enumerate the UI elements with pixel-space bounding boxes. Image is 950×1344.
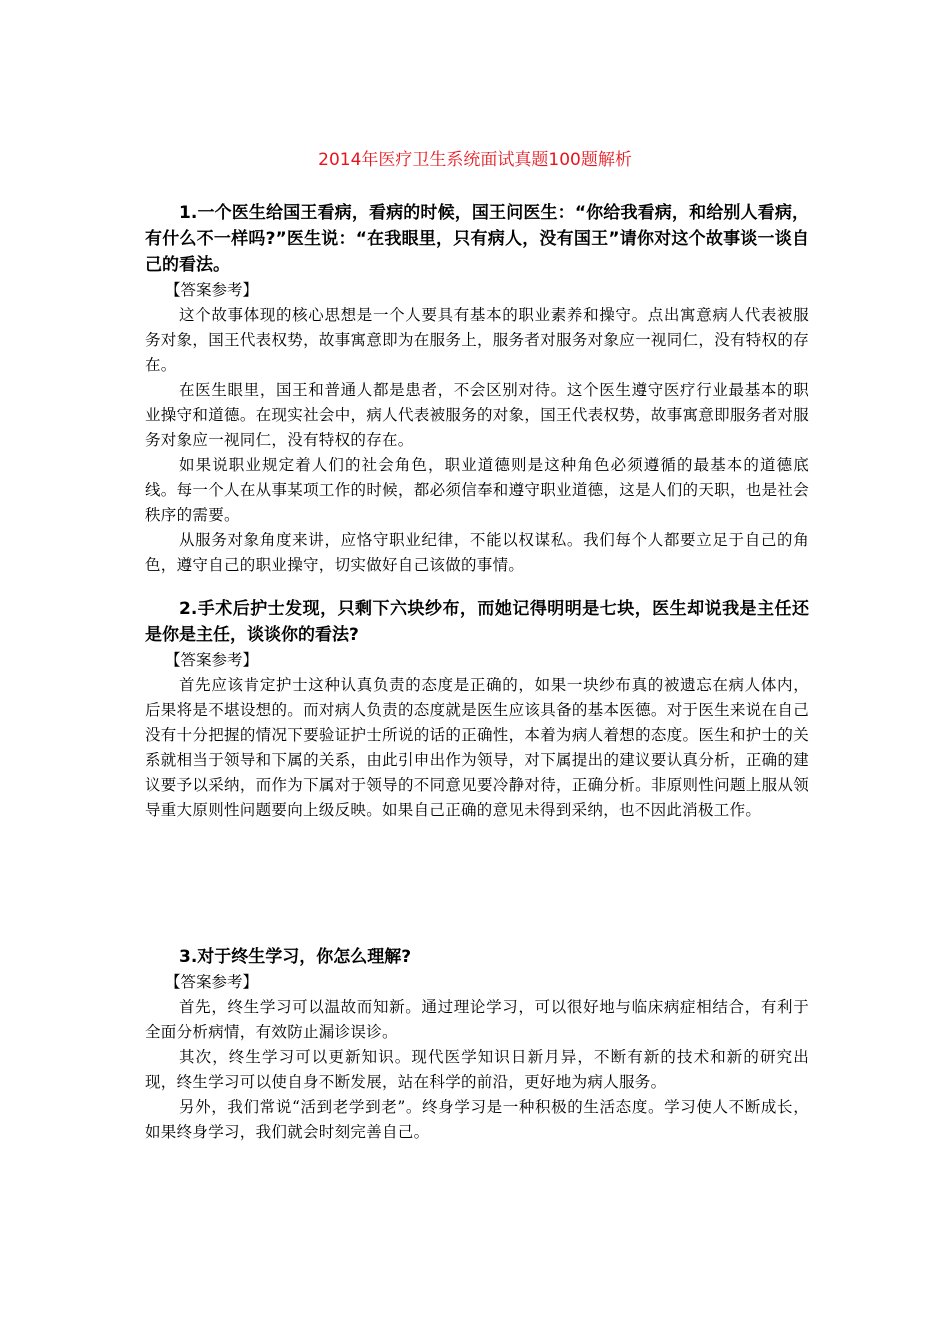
question-1 [145,200,809,578]
answer-paragraph: 首先，终生学习可以温故而知新。通过理论学习，可以很好地与临床病症相结合，有利于全面分析病情，有效防止漏诊误诊。 [145,998,809,1041]
answer-paragraph: 首先应该肯定护士这种认真负责的态度是正确的，如果一块纱布真的被遗忘在病人体内，后果将是不堪设想的。而对病人负责的态度就是医生应该具备的基本医德。对于医生来说在自己没有十分把握的情况下要验证护士所说的话的正确性，本着为病人着想的态度。医生和护士的关系就相当于领导和下属的关系，由此引申出作为领导，对下属提出的建议要认真分析，正确的建议要予以采纳，而作为下属对于领导的不同意见要冷静对待，正确分析。非原则性问题上服从领导重大原则性问题要向上级反映。如果自己正确的意见未得到采纳，也不因此消极工作。 [145,676,809,819]
answer-label: 【答案参考】 [165,973,259,991]
question-title: 3.对于终生学习，你怎么理解? [179,947,412,967]
answer-label: 【答案参考】 [165,281,259,299]
answer-paragraph: 如果说职业规定着人们的社会角色，职业道德则是这种角色必须遵循的最基本的道德底线。每一个人在从事某项工作的时候，都必须信奉和遵守职业道德，这是人们的天职，也是社会秩序的需要。 [145,456,809,524]
answer-paragraph: 另外，我们常说“活到老学到老”。终身学习是一种积极的生活态度。学习使人不断成长，如果终身学习，我们就会时刻完善自己。 [145,1098,809,1141]
document-title: 2014年医疗卫生系统面试真题100题解析 [318,150,632,170]
question-title: 1.一个医生给国王看病，看病的时候，国王问医生：“你给我看病，和给别人看病，有什么不一样吗?”医生说：“在我眼里，只有病人，没有国王”请你对这个故事谈一谈自己的看法。 [145,203,809,275]
answer-paragraph: 其次，终生学习可以更新知识。现代医学知识日新月异，不断有新的技术和新的研究出现，终生学习可以使自身不断发展，站在科学的前沿，更好地为病人服务。 [145,1048,809,1091]
answer-paragraph: 在医生眼里，国王和普通人都是患者，不会区别对待。这个医生遵守医疗行业最基本的职业操守和道德。在现实社会中，病人代表被服务的对象，国王代表权势，故事寓意即服务者对服务对象应一视同仁，没有特权的存在。 [145,381,809,449]
answer-paragraph: 从服务对象角度来讲，应恪守职业纪律，不能以权谋私。我们每个人都要立足于自己的角色，遵守自己的职业操守，切实做好自己该做的事情。 [145,531,809,574]
question-3 [145,944,809,1145]
question-2 [145,596,809,823]
answer-paragraph: 这个故事体现的核心思想是一个人要具有基本的职业素养和操守。点出寓意病人代表被服务对象，国王代表权势，故事寓意即为在服务上，服务者对服务对象应一视同仁，没有特权的存在。 [145,306,809,374]
question-title: 2.手术后护士发现，只剩下六块纱布，而她记得明明是七块，医生却说我是主任还是你是主任，谈谈你的看法? [145,599,809,645]
answer-label: 【答案参考】 [165,651,259,669]
